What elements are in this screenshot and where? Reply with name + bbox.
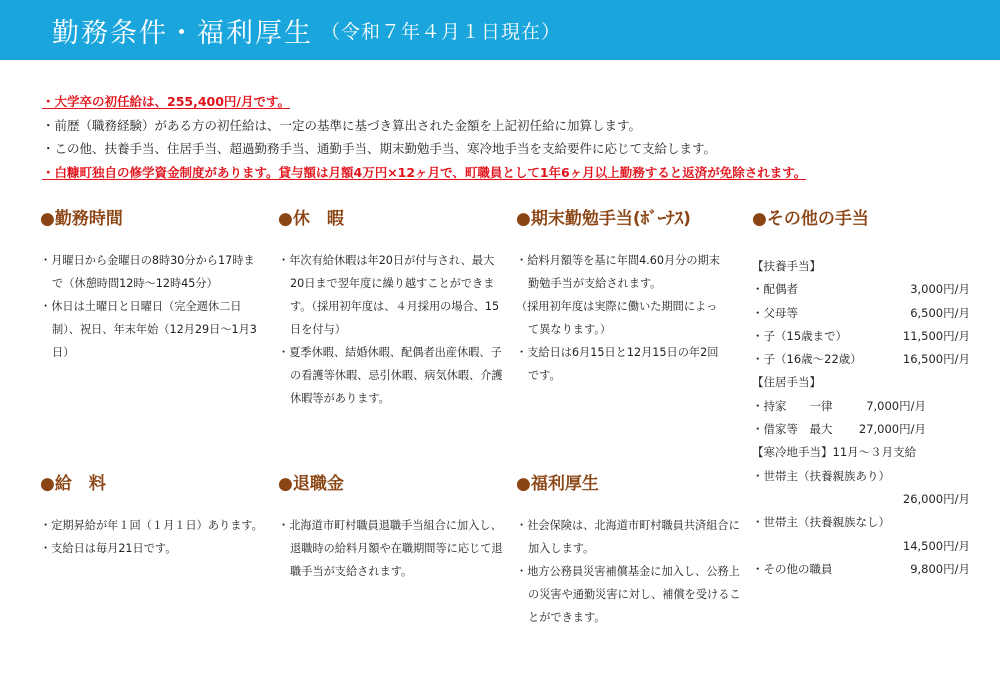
list-item: ・休日は土曜日と日曜日（完全週休二日制）、祝日、年末年始（12月29日～1月3日） [40, 300, 257, 359]
list-item: ・給料月額等を基に年間4.60月分の期末勤勉手当が支給されます。 [516, 254, 720, 290]
section-other-allowances [752, 205, 970, 581]
cold-region-heading: 【寒冷地手当】11月～３月支給 [752, 445, 917, 460]
page-header [0, 0, 1000, 60]
allowance-row: ・配偶者 3,000円/月 [752, 282, 970, 297]
page-title: 勤務条件・福利厚生 [52, 17, 313, 49]
note-starting-salary: ・大学卒の初任給は、255,400円/月です。 [42, 94, 290, 109]
allowance-row: ・借家等 最大 27,000円/月 [752, 422, 926, 437]
allowance-row: ・子（16歳～22歳） 16,500円/月 [752, 352, 970, 367]
allowance-row: ・その他の職員 9,800円/月 [752, 561, 970, 576]
section-retirement [278, 470, 504, 583]
allowance-row: ・持家 一律 7,000円/月 [752, 398, 926, 413]
cold-with-dependents: ・世帯主（扶養親族あり） [752, 468, 890, 483]
section-title: ●福利厚生 [516, 474, 599, 494]
housing-heading: 【住居手当】 [752, 375, 821, 390]
list-item: ・定期昇給が年１回（１月１日）あります。 [40, 519, 263, 532]
section-leave [278, 205, 504, 410]
list-item: ・支給日は6月15日と12月15日の年2回です。 [516, 346, 719, 382]
page-subtitle: （令和７年４月１日現在） [321, 20, 562, 43]
list-item: ・月曜日から金曜日の8時30分から17時まで（休憩時間12時～12時45分） [40, 254, 255, 290]
list-item: ・社会保険は、北海道市町村職員共済組合に加入します。 [516, 519, 740, 555]
cold-with-dependents-value: 26,000円/月 [902, 491, 970, 506]
list-item: ・年次有給休暇は年20日が付与され、最大20日まで翌年度に繰り越すことができます。（採用初年度は、４月採用の場合、15日を付与） [278, 254, 500, 336]
list-item: ・支給日は毎月21日です。 [40, 542, 177, 555]
list-item: ・夏季休暇、結婚休暇、配偶者出産休暇、子の看護等休暇、忌引休暇、病気休暇、介護休暇等があります。 [278, 346, 503, 405]
summary-notes [42, 90, 992, 184]
section-bonus [516, 205, 728, 387]
section-title: ●退職金 [278, 474, 344, 494]
cold-no-dependents: ・世帯主（扶養親族なし） [752, 515, 890, 530]
section-title: ●その他の手当 [752, 209, 869, 229]
list-item: （採用初年度は実際に働いた期間によって異なります。） [516, 300, 718, 336]
list-item: ・北海道市町村職員退職手当組合に加入し、退職時の給料月額や在職期間等に応じて退職手当が支給されます。 [278, 519, 503, 578]
section-work-hours [40, 205, 265, 364]
list-item: ・地方公務員災害補償基金に加入し、公務上の災害や通勤災害に対し、補償を受けることができます。 [516, 565, 741, 624]
note-prior-experience: ・前歴（職務経験）がある方の初任給は、一定の基準に基づき算出された金額を上記初任給に加算します。 [42, 117, 642, 133]
section-title: ●期末勤勉手当(ﾎﾞｰﾅｽ) [516, 209, 691, 229]
note-scholarship: ・白糠町独自の修学資金制度があります。貸与額は月額4万円×12ヶ月で、町職員として1年6ヶ月以上勤務すると返済が免除されます。 [42, 164, 807, 180]
section-title: ●休 暇 [278, 209, 344, 229]
cold-no-dependents-value: 14,500円/月 [902, 538, 970, 553]
allowance-row: ・子（15歳まで） 11,500円/月 [752, 328, 970, 343]
note-other-allowances: ・この他、扶養手当、住居手当、超過勤務手当、通勤手当、期末勤勉手当、寒冷地手当を支給要件に応じて支給します。 [42, 141, 717, 156]
dependents-heading: 【扶養手当】 [752, 259, 821, 273]
section-title: ●勤務時間 [40, 209, 123, 229]
section-welfare [516, 470, 741, 629]
section-salary [40, 470, 265, 560]
section-title: ●給 料 [40, 474, 106, 494]
allowance-row: ・父母等 6,500円/月 [752, 305, 970, 320]
